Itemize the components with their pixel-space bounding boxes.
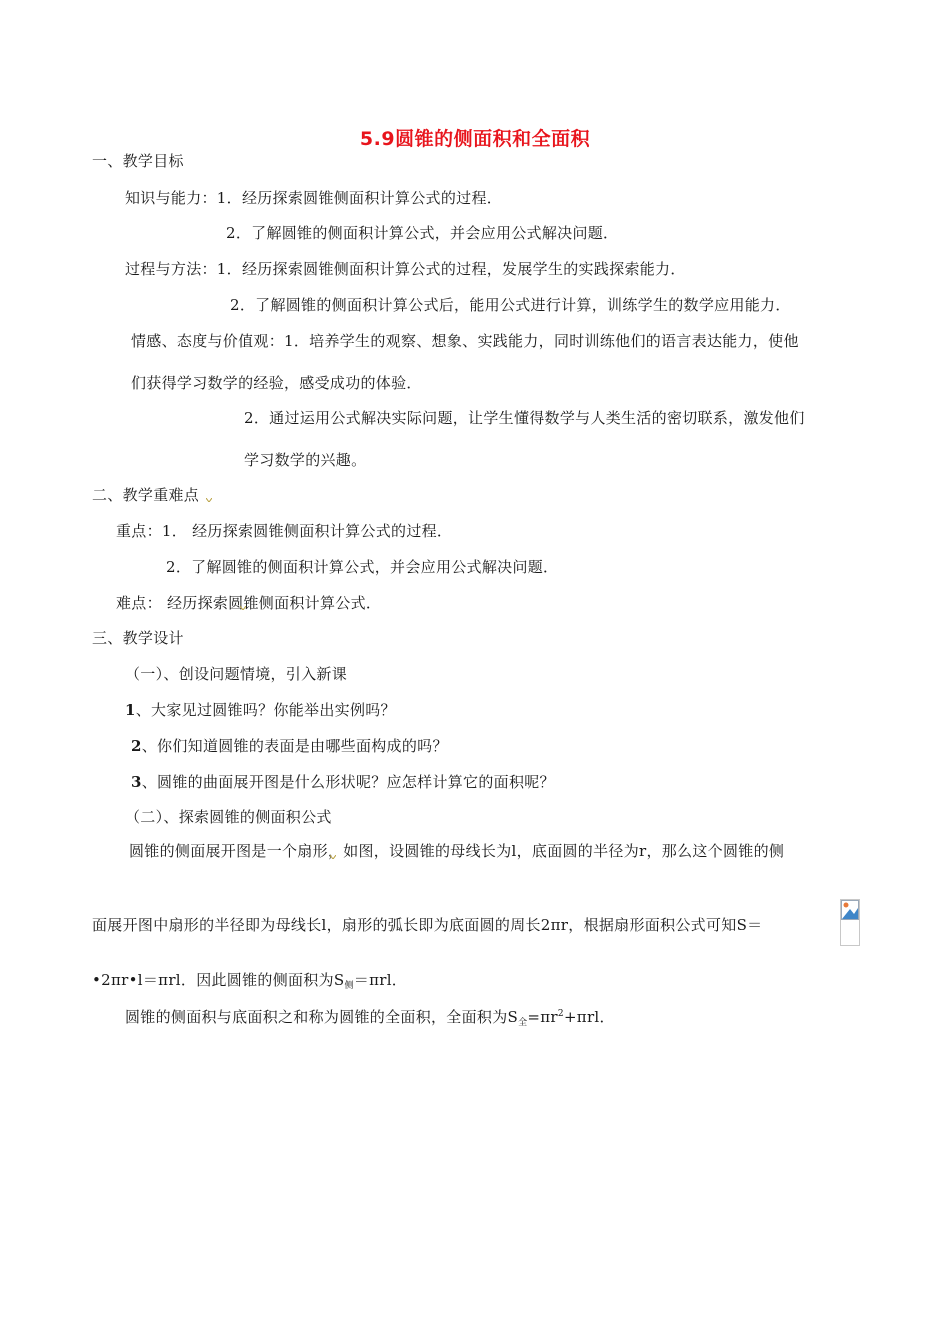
edit-mark-icon bbox=[206, 498, 212, 502]
emotion-goal-1-line-2: 们获得学习数学的经验，感受成功的体验． bbox=[131, 374, 422, 392]
emotion-goal-1-line-1: 情感、态度与价值观：1．培养学生的观察、想象、实践能力，同时训练他们的语言表达能力，使他 bbox=[131, 332, 799, 350]
formula-image-placeholder bbox=[840, 899, 860, 946]
question-2: 2、你们知道圆锥的表面是由哪些面构成的吗？ bbox=[131, 737, 448, 755]
key-point-2: 2．了解圆锥的侧面积计算公式，并会应用公式解决问题． bbox=[166, 558, 559, 576]
process-goal-2: 2．了解圆锥的侧面积计算公式后，能用公式进行计算，训练学生的数学应用能力． bbox=[230, 296, 791, 314]
section-heading-key-points: 二、教学重难点 bbox=[92, 486, 200, 504]
key-point-1: 重点：1． 经历探索圆锥侧面积计算公式的过程． bbox=[116, 522, 453, 540]
knowledge-goal-2: 2．了解圆锥的侧面积计算公式，并会应用公式解决问题． bbox=[226, 224, 619, 242]
paragraph-1: 圆锥的侧面展开图是一个扇形，如图，设圆锥的母线长为l，底面圆的半径为r，那么这个圆锥的侧 bbox=[129, 842, 785, 860]
section-heading-objectives: 一、教学目标 bbox=[92, 152, 184, 170]
paragraph-4: 圆锥的侧面积与底面积之和称为圆锥的全面积，全面积为$S_全=\pi r^2+\pi rl$． bbox=[125, 1008, 615, 1028]
question-3: 3、圆锥的曲面展开图是什么形状呢？应怎样计算它的面积呢？ bbox=[131, 773, 555, 791]
part-2-heading: （二）、探索圆锥的侧面积公式 bbox=[125, 808, 332, 826]
emotion-goal-2-line-2: 学习数学的兴趣。 bbox=[244, 451, 367, 469]
document-title: 5.9圆锥的侧面积和全面积 bbox=[359, 128, 591, 150]
edit-mark-icon bbox=[240, 606, 246, 610]
emotion-goal-2-line-1: 2．通过运用公式解决实际问题，让学生懂得数学与人类生活的密切联系，激发他们 bbox=[244, 409, 805, 427]
part-1-heading: （一）、创设问题情境，引入新课 bbox=[125, 665, 348, 683]
edit-mark-icon bbox=[330, 855, 336, 859]
paragraph-3: •2πr•l＝πrl．因此圆锥的侧面积为$S_侧=\pi rl$． bbox=[92, 971, 408, 991]
paragraph-2: 面展开图中扇形的半径即为母线长l，扇形的弧长即为底面圆的周长2πr，根据扇形面积公式可知S＝ bbox=[92, 916, 763, 934]
difficult-point: 难点： 经历探索圆锥侧面积计算公式． bbox=[116, 594, 382, 612]
broken-image-icon bbox=[841, 900, 859, 920]
question-1: 1、大家见过圆锥吗？你能举出实例吗？ bbox=[125, 701, 396, 719]
section-heading-design: 三、教学设计 bbox=[92, 629, 184, 647]
knowledge-goal-1: 知识与能力：1．经历探索圆锥侧面积计算公式的过程． bbox=[125, 189, 503, 207]
process-goal-1: 过程与方法：1．经历探索圆锥侧面积计算公式的过程，发展学生的实践探索能力． bbox=[125, 260, 686, 278]
